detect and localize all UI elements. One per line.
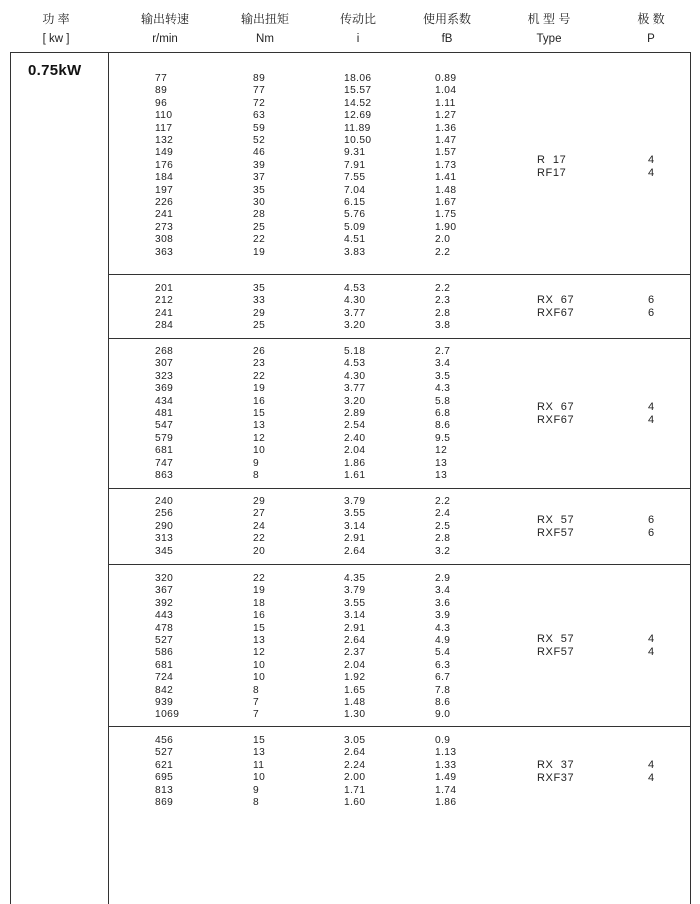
factor-cell: 12	[435, 445, 448, 457]
ratio-cell: 3.55	[344, 597, 366, 609]
speed-cell: 527	[155, 747, 174, 759]
ratio-cell: 4.35	[344, 573, 366, 584]
torque-cell: 10	[253, 445, 266, 457]
factor-cell: 4.9	[435, 635, 451, 646]
ratio-cell: 4.53	[344, 358, 366, 370]
torque-cell: 15	[253, 735, 266, 746]
speed-cell: 284	[155, 320, 174, 332]
model-type: RX 57	[537, 633, 575, 645]
torque-cell: 19	[253, 246, 266, 258]
torque-cell: 8	[253, 797, 260, 808]
torque-cell: 18	[253, 597, 266, 609]
factor-cell: 0.9	[435, 735, 451, 746]
torque-cell: 25	[253, 221, 266, 233]
factor-cell: 2.2	[435, 246, 451, 258]
factor-cell: 2.8	[435, 533, 451, 545]
torque-cell: 25	[253, 320, 266, 332]
speed-cell: 724	[155, 672, 174, 684]
factor-cell: 4.3	[435, 383, 451, 395]
torque-cell: 63	[253, 110, 266, 122]
ratio-cell: 7.55	[344, 172, 366, 184]
header-torque-unit: Nm	[256, 33, 274, 45]
speed-cell: 586	[155, 647, 174, 659]
ratio-cell: 3.14	[344, 520, 366, 532]
speed-cell: 747	[155, 457, 174, 469]
ratio-cell: 2.00	[344, 772, 366, 784]
factor-cell: 13	[435, 470, 448, 481]
ratio-cell: 4.30	[344, 370, 366, 382]
torque-cell: 77	[253, 85, 266, 97]
torque-cell: 12	[253, 647, 266, 659]
model-type: RXF67	[537, 306, 575, 319]
torque-cell: 9	[253, 784, 260, 796]
factor-cell: 6.3	[435, 659, 451, 671]
speed-cell: 863	[155, 470, 174, 481]
header-type-unit: Type	[536, 33, 562, 45]
speed-cell: 117	[155, 122, 173, 134]
factor-cell: 4.3	[435, 622, 451, 634]
ratio-cell: 3.77	[344, 383, 366, 395]
torque-cell: 7	[253, 709, 260, 721]
factor-cell: 3.5	[435, 370, 451, 382]
header-speed-unit: r/min	[152, 33, 178, 45]
ratio-cell: 4.51	[344, 234, 366, 246]
model-type: RX 67	[537, 294, 575, 306]
speed-cell: 308	[155, 234, 174, 246]
torque-cell: 35	[253, 184, 266, 196]
pole-count: 4	[648, 645, 655, 658]
torque-cell: 19	[253, 383, 266, 395]
header-speed	[125, 11, 205, 48]
torque-cell: 9	[253, 457, 260, 469]
factor-cell: 2.5	[435, 520, 451, 532]
header-factor-unit: fB	[441, 33, 453, 45]
torque-cell: 13	[253, 747, 266, 759]
torque-cell: 35	[253, 283, 266, 294]
torque-cell: 13	[253, 420, 266, 432]
speed-cell: 176	[155, 159, 174, 171]
speed-cell: 110	[155, 110, 173, 122]
factor-cell: 3.8	[435, 320, 451, 332]
speed-cell: 527	[155, 635, 174, 646]
pole-count: 4	[648, 759, 655, 771]
factor-cell: 3.4	[435, 358, 451, 370]
pole-count: 4	[648, 154, 655, 166]
speed-cell: 345	[155, 545, 174, 557]
ratio-cell: 10.50	[344, 135, 372, 146]
speed-cell: 290	[155, 520, 174, 532]
data-group	[108, 52, 690, 275]
ratio-cell: 2.54	[344, 420, 366, 432]
pole-count: 6	[648, 514, 655, 526]
factor-cell: 1.13	[435, 747, 457, 759]
speed-cell: 241	[155, 307, 174, 319]
ratio-cell: 2.64	[344, 635, 366, 646]
factor-cell: 1.11	[435, 97, 456, 109]
model-type: RX 57	[537, 514, 575, 526]
torque-cell: 28	[253, 209, 266, 221]
pole-count: 6	[648, 294, 655, 306]
speed-cell: 456	[155, 735, 174, 746]
pole-count: 4	[648, 771, 655, 784]
speed-cell: 1069	[155, 709, 180, 721]
speed-cell: 77	[155, 73, 168, 84]
torque-cell: 26	[253, 346, 266, 357]
ratio-cell: 5.09	[344, 221, 366, 233]
data-group	[108, 339, 690, 489]
table-header	[0, 0, 700, 52]
speed-cell: 579	[155, 432, 174, 444]
speed-cell: 363	[155, 246, 174, 258]
ratio-cell: 18.06	[344, 73, 372, 84]
header-power-label: 功 率	[42, 12, 70, 26]
torque-cell: 12	[253, 432, 266, 444]
factor-cell: 1.73	[435, 159, 457, 171]
ratio-cell: 2.04	[344, 445, 366, 457]
speed-cell: 681	[155, 659, 174, 671]
ratio-cell: 2.91	[344, 533, 366, 545]
speed-cell: 307	[155, 358, 174, 370]
torque-cell: 8	[253, 684, 260, 696]
ratio-cell: 3.20	[344, 395, 366, 407]
factor-cell: 1.41	[435, 172, 457, 184]
factor-cell: 8.6	[435, 697, 451, 708]
table-right-border	[690, 52, 691, 904]
header-ratio-label: 传动比	[339, 12, 376, 26]
factor-cell: 9.5	[435, 432, 451, 444]
torque-cell: 8	[253, 470, 260, 481]
ratio-cell: 1.30	[344, 709, 366, 721]
torque-cell: 15	[253, 408, 266, 419]
model-type: RXF37	[537, 771, 575, 784]
torque-cell: 11	[253, 759, 265, 771]
factor-cell: 1.74	[435, 784, 457, 796]
speed-cell: 132	[155, 135, 174, 146]
factor-cell: 1.67	[435, 197, 457, 208]
speed-cell: 369	[155, 383, 174, 395]
factor-cell: 6.8	[435, 408, 451, 419]
speed-cell: 842	[155, 684, 174, 696]
torque-cell: 16	[253, 610, 266, 622]
header-power-unit: [ kw ]	[42, 33, 70, 45]
factor-cell: 1.33	[435, 759, 457, 771]
ratio-cell: 9.31	[344, 147, 366, 159]
speed-cell: 681	[155, 445, 174, 457]
data-group	[108, 727, 690, 904]
torque-cell: 22	[253, 533, 266, 545]
torque-cell: 24	[253, 520, 266, 532]
model-type: R 17	[537, 154, 567, 166]
data-group	[108, 275, 690, 339]
factor-cell: 5.8	[435, 395, 451, 407]
ratio-cell: 1.60	[344, 797, 366, 808]
torque-cell: 46	[253, 147, 266, 159]
power-value: 0.75kW	[28, 62, 82, 79]
data-group	[108, 489, 690, 565]
ratio-cell: 3.83	[344, 246, 366, 258]
ratio-cell: 3.79	[344, 496, 366, 507]
torque-cell: 20	[253, 545, 266, 557]
factor-cell: 3.2	[435, 545, 451, 557]
torque-cell: 22	[253, 234, 266, 246]
speed-cell: 481	[155, 408, 174, 419]
factor-cell: 9.0	[435, 709, 451, 721]
torque-cell: 59	[253, 122, 266, 134]
torque-cell: 37	[253, 172, 266, 184]
ratio-cell: 2.64	[344, 747, 366, 759]
speed-cell: 96	[155, 97, 168, 109]
ratio-cell: 6.15	[344, 197, 366, 208]
speed-cell: 149	[155, 147, 174, 159]
speed-cell: 320	[155, 573, 174, 584]
pole-count: 4	[648, 413, 655, 426]
factor-cell: 1.90	[435, 221, 457, 233]
header-poles-label: 极 数	[637, 12, 665, 26]
speed-cell: 443	[155, 610, 174, 622]
ratio-cell: 1.86	[344, 457, 366, 469]
header-ratio	[318, 11, 398, 48]
ratio-cell: 11.89	[344, 122, 371, 134]
torque-cell: 27	[253, 508, 266, 520]
factor-cell: 0.89	[435, 73, 457, 84]
ratio-cell: 12.69	[344, 110, 372, 122]
ratio-cell: 3.79	[344, 585, 366, 597]
torque-cell: 39	[253, 159, 266, 171]
header-ratio-unit: i	[356, 33, 360, 45]
speed-cell: 695	[155, 772, 174, 784]
speed-cell: 256	[155, 508, 174, 520]
factor-cell: 1.36	[435, 122, 457, 134]
ratio-cell: 1.48	[344, 697, 366, 708]
header-type-label: 机 型 号	[527, 12, 571, 26]
ratio-cell: 1.61	[344, 470, 366, 481]
factor-cell: 3.4	[435, 585, 451, 597]
ratio-cell: 1.71	[344, 784, 366, 796]
torque-cell: 22	[253, 370, 266, 382]
speed-cell: 212	[155, 295, 174, 307]
torque-cell: 29	[253, 496, 266, 507]
header-torque-label: 输出扭矩	[240, 12, 289, 26]
speed-cell: 367	[155, 585, 174, 597]
speed-cell: 478	[155, 622, 174, 634]
factor-cell: 1.47	[435, 135, 457, 146]
speed-cell: 89	[155, 85, 168, 97]
speed-cell: 273	[155, 221, 174, 233]
factor-cell: 1.04	[435, 85, 457, 97]
factor-cell: 1.86	[435, 797, 457, 808]
factor-cell: 1.75	[435, 209, 457, 221]
speed-cell: 313	[155, 533, 174, 545]
speed-cell: 813	[155, 784, 174, 796]
ratio-cell: 3.20	[344, 320, 366, 332]
factor-cell: 2.7	[435, 346, 451, 357]
factor-cell: 3.6	[435, 597, 451, 609]
ratio-cell: 3.05	[344, 735, 366, 746]
speed-cell: 240	[155, 496, 174, 507]
header-torque	[225, 11, 305, 48]
ratio-cell: 2.40	[344, 432, 366, 444]
torque-cell: 10	[253, 672, 266, 684]
speed-cell: 323	[155, 370, 174, 382]
table-left-border	[10, 52, 11, 904]
speed-cell: 547	[155, 420, 174, 432]
speed-cell: 197	[155, 184, 174, 196]
torque-cell: 89	[253, 73, 266, 84]
data-group	[108, 565, 690, 727]
factor-cell: 8.6	[435, 420, 451, 432]
torque-cell: 29	[253, 307, 266, 319]
factor-cell: 2.8	[435, 307, 451, 319]
ratio-cell: 5.18	[344, 346, 366, 357]
pole-count: 4	[648, 633, 655, 645]
speed-cell: 392	[155, 597, 174, 609]
factor-cell: 2.0	[435, 234, 451, 246]
model-type: RXF57	[537, 645, 575, 658]
ratio-cell: 3.77	[344, 307, 366, 319]
torque-cell: 10	[253, 659, 266, 671]
ratio-cell: 3.55	[344, 508, 366, 520]
torque-cell: 22	[253, 573, 266, 584]
model-type: RXF67	[537, 413, 575, 426]
factor-cell: 1.27	[435, 110, 457, 122]
model-type: RF17	[537, 166, 567, 179]
speed-cell: 226	[155, 197, 174, 208]
torque-cell: 7	[253, 697, 260, 708]
ratio-cell: 3.14	[344, 610, 366, 622]
header-poles-unit: P	[647, 33, 655, 45]
factor-cell: 7.8	[435, 684, 451, 696]
ratio-cell: 15.57	[344, 85, 372, 97]
ratio-cell: 2.89	[344, 408, 366, 419]
ratio-cell: 4.30	[344, 295, 366, 307]
torque-cell: 13	[253, 635, 266, 646]
model-type: RXF57	[537, 526, 575, 539]
factor-cell: 5.4	[435, 647, 451, 659]
factor-cell: 13	[435, 457, 448, 469]
ratio-cell: 2.64	[344, 545, 366, 557]
ratio-cell: 2.24	[344, 759, 366, 771]
factor-cell: 1.48	[435, 184, 457, 196]
ratio-cell: 2.37	[344, 647, 366, 659]
factor-cell: 2.4	[435, 508, 451, 520]
torque-cell: 19	[253, 585, 266, 597]
ratio-cell: 2.91	[344, 622, 366, 634]
speed-cell: 201	[155, 283, 174, 294]
header-speed-label: 输出转速	[140, 12, 189, 26]
factor-cell: 6.7	[435, 672, 451, 684]
factor-cell: 2.3	[435, 295, 451, 307]
factor-cell: 2.2	[435, 496, 451, 507]
header-type	[509, 11, 589, 48]
ratio-cell: 1.65	[344, 684, 366, 696]
ratio-cell: 7.91	[344, 159, 366, 171]
torque-cell: 30	[253, 197, 266, 208]
ratio-cell: 4.53	[344, 283, 366, 294]
torque-cell: 16	[253, 395, 266, 407]
factor-cell: 1.49	[435, 772, 457, 784]
speed-cell: 621	[155, 759, 174, 771]
header-factor-label: 使用系数	[422, 12, 471, 26]
speed-cell: 241	[155, 209, 174, 221]
ratio-cell: 14.52	[344, 97, 372, 109]
ratio-cell: 1.92	[344, 672, 366, 684]
ratio-cell: 7.04	[344, 184, 366, 196]
factor-cell: 1.57	[435, 147, 457, 159]
factor-cell: 2.2	[435, 283, 451, 294]
ratio-cell: 2.04	[344, 659, 366, 671]
torque-cell: 10	[253, 772, 266, 784]
model-type: RX 37	[537, 759, 575, 771]
factor-cell: 3.9	[435, 610, 451, 622]
speed-cell: 268	[155, 346, 174, 357]
torque-cell: 23	[253, 358, 266, 370]
ratio-cell: 5.76	[344, 209, 366, 221]
pole-count: 4	[648, 401, 655, 413]
torque-cell: 33	[253, 295, 266, 307]
model-type: RX 67	[537, 401, 575, 413]
pole-count: 6	[648, 526, 655, 539]
speed-cell: 869	[155, 797, 174, 808]
header-power	[16, 11, 96, 48]
pole-count: 4	[648, 166, 655, 179]
torque-cell: 52	[253, 135, 266, 146]
header-poles	[611, 11, 691, 48]
torque-cell: 15	[253, 622, 266, 634]
pole-count: 6	[648, 306, 655, 319]
torque-cell: 72	[253, 97, 266, 109]
factor-cell: 2.9	[435, 573, 451, 584]
header-factor	[407, 11, 487, 48]
speed-cell: 939	[155, 697, 174, 708]
speed-cell: 434	[155, 395, 174, 407]
speed-cell: 184	[155, 172, 174, 184]
